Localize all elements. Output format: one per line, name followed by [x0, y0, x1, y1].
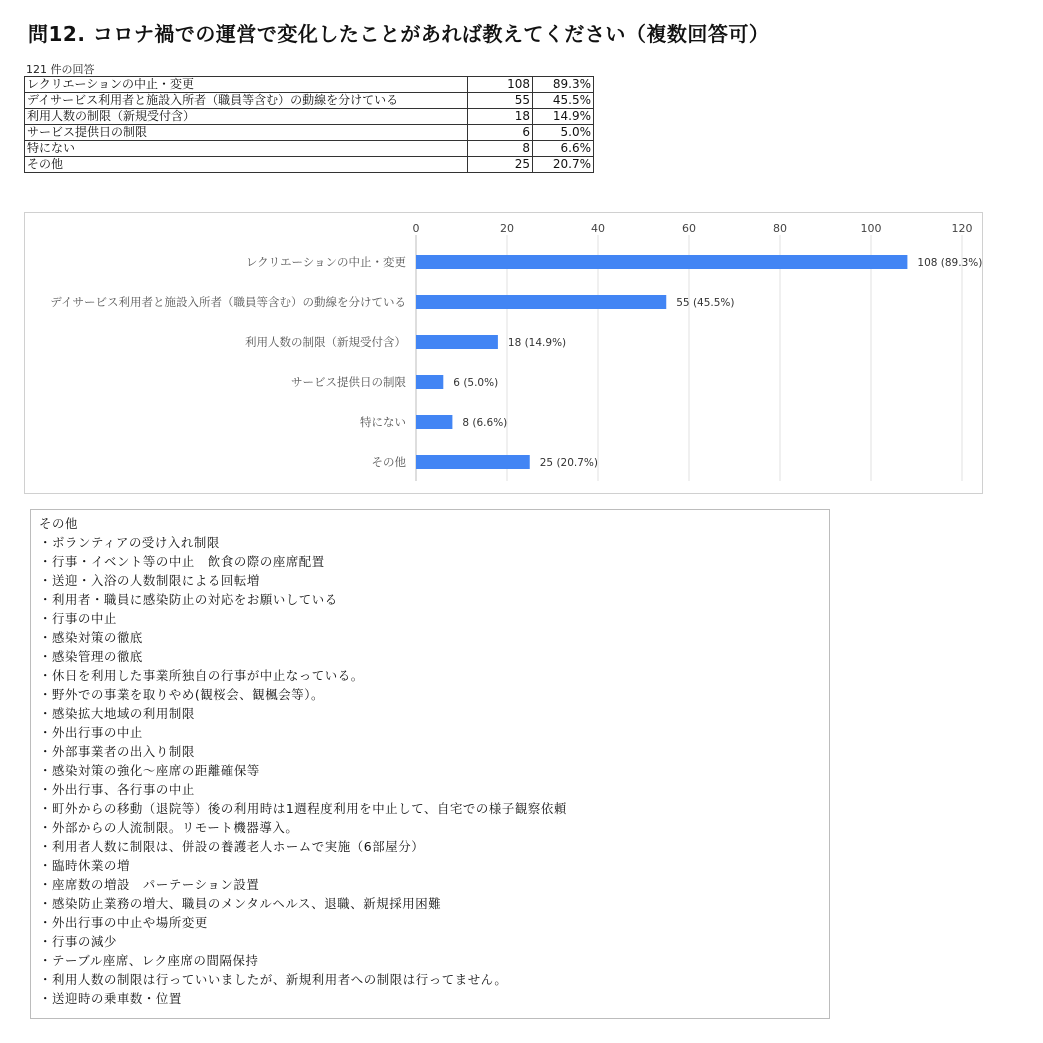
table-cell-label: その他 — [25, 157, 468, 173]
response-count: 121 件の回答 — [26, 63, 95, 76]
category-label: サービス提供日の制限 — [291, 375, 406, 389]
table-cell-count: 25 — [468, 157, 533, 173]
data-label: 55 (45.5%) — [676, 297, 735, 309]
data-label: 25 (20.7%) — [539, 457, 598, 469]
table-cell-percent: 45.5% — [533, 93, 594, 109]
list-item: ・送迎時の乗車数・位置 — [39, 991, 182, 1006]
data-label: 8 (6.6%) — [462, 417, 508, 429]
list-item: ・テーブル座席、レク座席の間隔保持 — [39, 953, 259, 968]
list-item: ・外出行事の中止 — [39, 725, 143, 740]
data-label: 18 (14.9%) — [507, 337, 567, 349]
bar — [416, 455, 530, 469]
list-item: ・感染対策の徹底 — [39, 630, 143, 645]
table-row — [25, 109, 594, 125]
table-cell-percent: 20.7% — [533, 157, 594, 173]
table-cell-count: 8 — [468, 141, 533, 157]
table-row — [25, 141, 594, 157]
table-row — [25, 125, 594, 141]
bar — [416, 375, 443, 389]
other-responses-list — [39, 533, 821, 1008]
list-item: ・臨時休業の増 — [39, 858, 130, 873]
category-label: 特にない — [360, 415, 406, 429]
table-cell-percent: 14.9% — [533, 109, 594, 125]
category-label: その他 — [371, 455, 406, 469]
list-item: ・外部事業者の出入り制限 — [39, 744, 195, 759]
x-tick-label: 0 — [412, 222, 420, 235]
table-cell-percent: 89.3% — [533, 77, 594, 93]
bar — [416, 295, 666, 309]
list-item: ・外部からの人流制限。リモート機器導入。 — [39, 820, 299, 835]
bar-chart — [24, 212, 983, 494]
bar — [416, 255, 907, 269]
table-cell-label: 利用人数の制限（新規受付含） — [25, 109, 468, 125]
list-item: ・行事の中止 — [39, 611, 117, 626]
table-cell-percent: 5.0% — [533, 125, 594, 141]
table-cell-label: レクリエーションの中止・変更 — [25, 77, 468, 93]
bar — [416, 335, 498, 349]
other-responses-box — [30, 509, 830, 1019]
list-item: ・ボランティアの受け入れ制限 — [39, 535, 220, 550]
list-item: ・野外での事業を取りやめ(観桜会、観楓会等）。 — [39, 687, 325, 702]
table-cell-label: デイサービス利用者と施設入所者（職員等含む）の動線を分けている — [25, 93, 468, 109]
table-row — [25, 77, 594, 93]
category-label: デイサービス利用者と施設入所者（職員等含む）の動線を分けている — [50, 295, 406, 309]
x-tick-label: 60 — [682, 222, 696, 235]
list-item: ・感染管理の徹底 — [39, 649, 143, 664]
x-tick-label: 100 — [860, 222, 882, 235]
summary-table — [24, 76, 594, 173]
table-cell-count: 108 — [468, 77, 533, 93]
list-item: ・町外からの移動（退院等）後の利用時は1週程度利用を中止して、自宅での様子観察依頼 — [39, 801, 567, 816]
list-item: ・利用者人数に制限は、併設の養護老人ホームで実施（6部屋分） — [39, 839, 425, 854]
table-cell-count: 18 — [468, 109, 533, 125]
category-label: 利用人数の制限（新規受付含） — [245, 335, 406, 349]
table-cell-percent: 6.6% — [533, 141, 594, 157]
list-item: ・外出行事の中止や場所変更 — [39, 915, 208, 930]
table-row — [25, 93, 594, 109]
bar — [416, 415, 452, 429]
list-item: ・行事の減少 — [39, 934, 117, 949]
list-item: ・外出行事、各行事の中止 — [39, 782, 195, 797]
data-label: 108 (89.3%) — [917, 257, 983, 269]
category-label: レクリエーションの中止・変更 — [245, 255, 406, 269]
table-row — [25, 157, 594, 173]
other-responses-title: その他 — [39, 516, 78, 531]
table-cell-count: 55 — [468, 93, 533, 109]
data-label: 6 (5.0%) — [453, 377, 499, 389]
list-item: ・送迎・入浴の人数制限による回転増 — [39, 573, 260, 588]
list-item: ・行事・イベント等の中止 飲食の際の座席配置 — [39, 554, 325, 569]
list-item: ・座席数の増設 パーテーション設置 — [39, 877, 260, 892]
x-tick-label: 120 — [951, 222, 973, 235]
x-tick-label: 20 — [500, 222, 514, 235]
list-item: ・利用者・職員に感染防止の対応をお願いしている — [39, 592, 338, 607]
list-item: ・感染防止業務の増大、職員のメンタルヘルス、退職、新規採用困難 — [39, 896, 442, 911]
list-item: ・休日を利用した事業所独自の行事が中止なっている。 — [39, 668, 364, 683]
x-tick-label: 40 — [591, 222, 605, 235]
bar-chart-svg — [25, 213, 984, 495]
table-cell-count: 6 — [468, 125, 533, 141]
list-item: ・利用人数の制限は行っていいましたが、新規利用者への制限は行ってません。 — [39, 972, 508, 987]
question-title: 問12. コロナ禍での運営で変化したことがあれば教えてください（複数回答可） — [28, 22, 770, 46]
list-item: ・感染対策の強化〜座席の距離確保等 — [39, 763, 260, 778]
list-item: ・感染拡大地域の利用制限 — [39, 706, 195, 721]
table-cell-label: サービス提供日の制限 — [25, 125, 468, 141]
table-cell-label: 特にない — [25, 141, 468, 157]
x-tick-label: 80 — [773, 222, 787, 235]
